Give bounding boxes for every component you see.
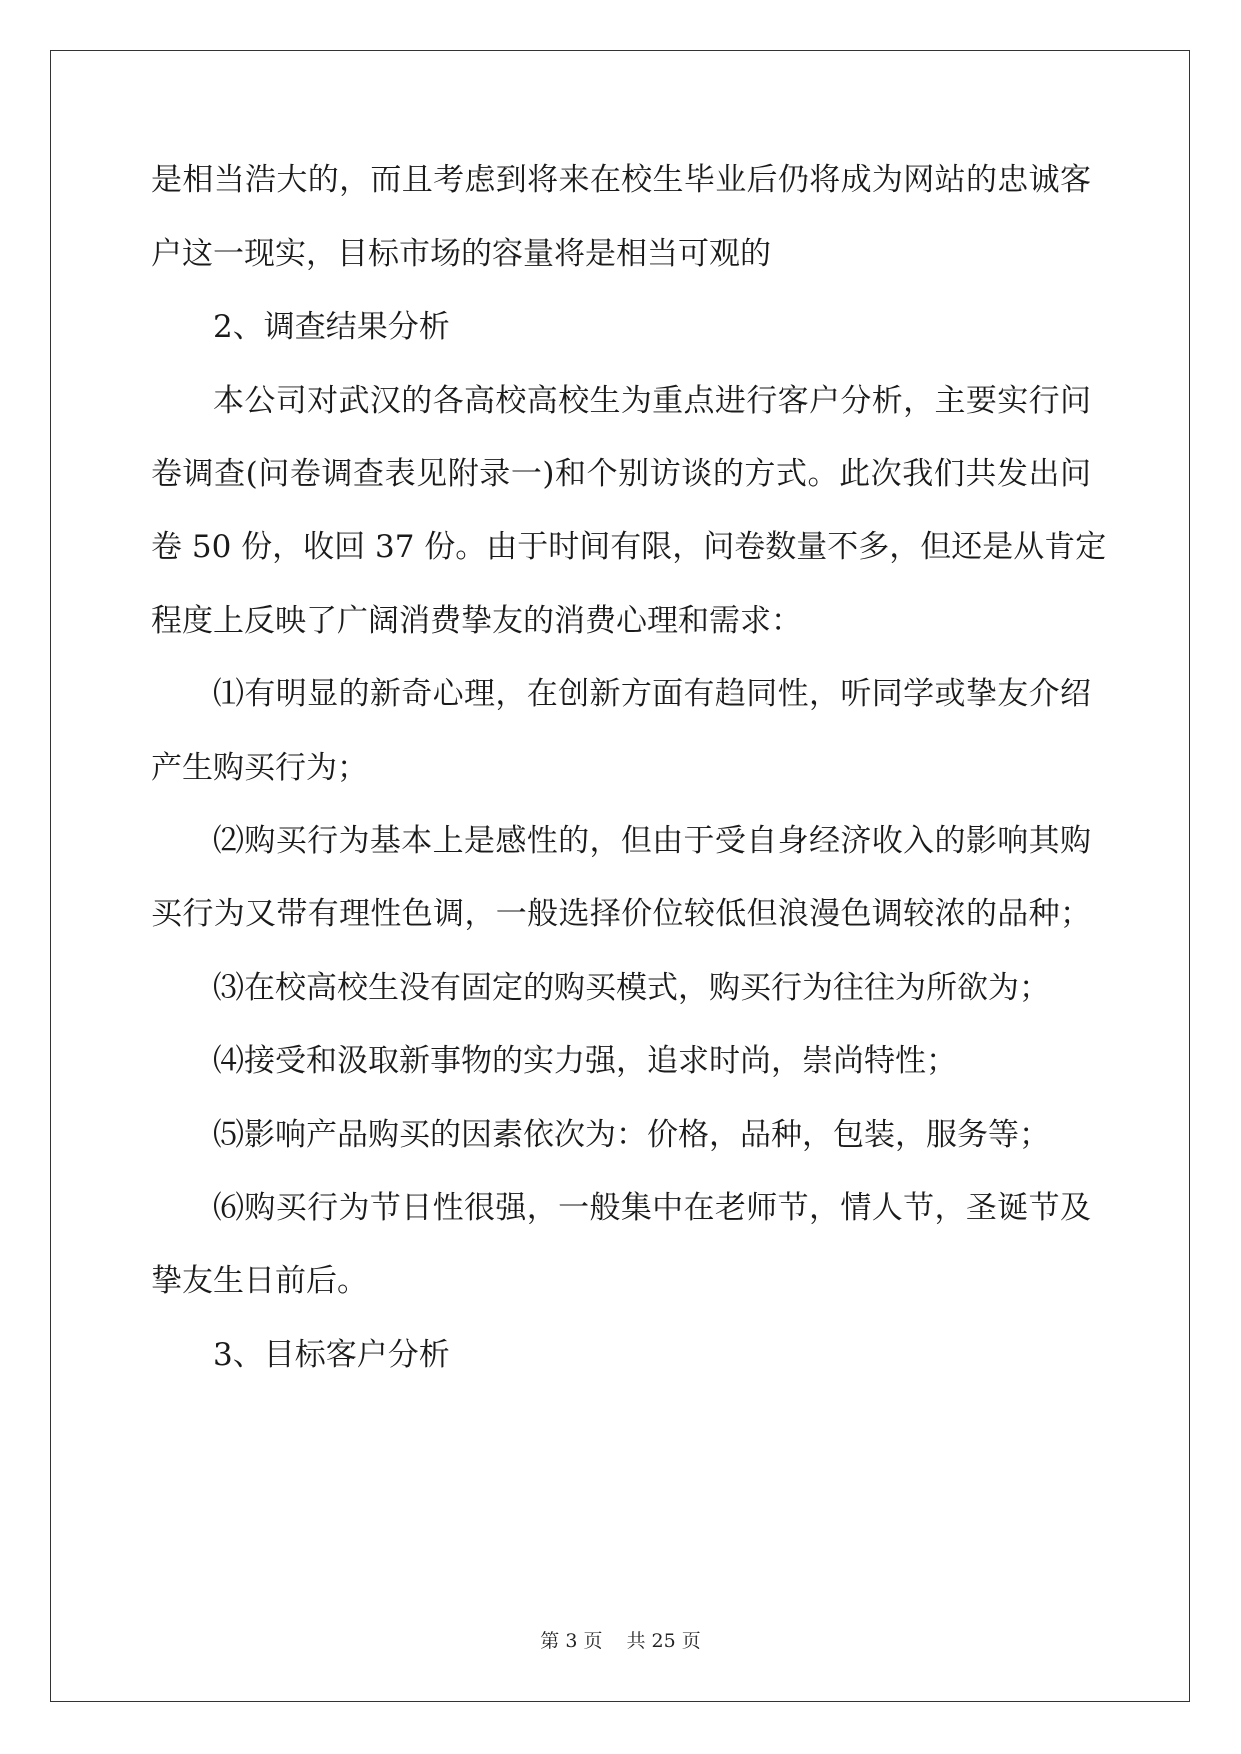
list-item-continuation: 产生购买行为；	[151, 750, 368, 786]
list-item: ⑹购买行为节日性很强，一般集中在老师节，情人节，圣诞节及	[213, 1190, 1091, 1226]
paragraph-line: 本公司对武汉的各高校高校生为重点进行客户分析，主要实行问	[213, 383, 1091, 419]
page-border	[50, 50, 1190, 1702]
paragraph-line: 是相当浩大的，而且考虑到将来在校生毕业后仍将成为网站的忠诚客	[151, 162, 1091, 198]
list-item: ⑴有明显的新奇心理，在创新方面有趋同性，听同学或挚友介绍	[213, 676, 1091, 712]
list-item: ⑶在校高校生没有固定的购买模式，购买行为往往为所欲为；	[213, 970, 1050, 1006]
list-item-continuation: 买行为又带有理性色调，一般选择价位较低但浪漫色调较浓的品种；	[151, 896, 1091, 932]
list-item-continuation: 挚友生日前后。	[151, 1263, 368, 1299]
list-item: ⑸影响产品购买的因素依次为：价格，品种，包装，服务等；	[213, 1117, 1050, 1153]
page-number: 第 3 页	[540, 1630, 603, 1652]
section-heading: 2、调查结果分析	[213, 309, 450, 345]
list-item: ⑷接受和汲取新事物的实力强，追求时尚，崇尚特性；	[213, 1043, 957, 1079]
paragraph-line: 程度上反映了广阔消费挚友的消费心理和需求：	[151, 603, 802, 639]
section-heading: 3、目标客户分析	[213, 1337, 450, 1373]
paragraph-line: 户这一现实，目标市场的容量将是相当可观的	[151, 236, 771, 272]
page-footer	[0, 1626, 1241, 1653]
paragraph-line: 卷调查(问卷调查表见附录一)和个别访谈的方式。此次我们共发出问	[151, 456, 1091, 492]
page-total: 共 25 页	[626, 1630, 701, 1652]
paragraph-line: 卷 50 份，收回 37 份。由于时间有限，问卷数量不多，但还是从肯定	[151, 529, 1107, 565]
list-item: ⑵购买行为基本上是感性的，但由于受自身经济收入的影响其购	[213, 823, 1091, 859]
